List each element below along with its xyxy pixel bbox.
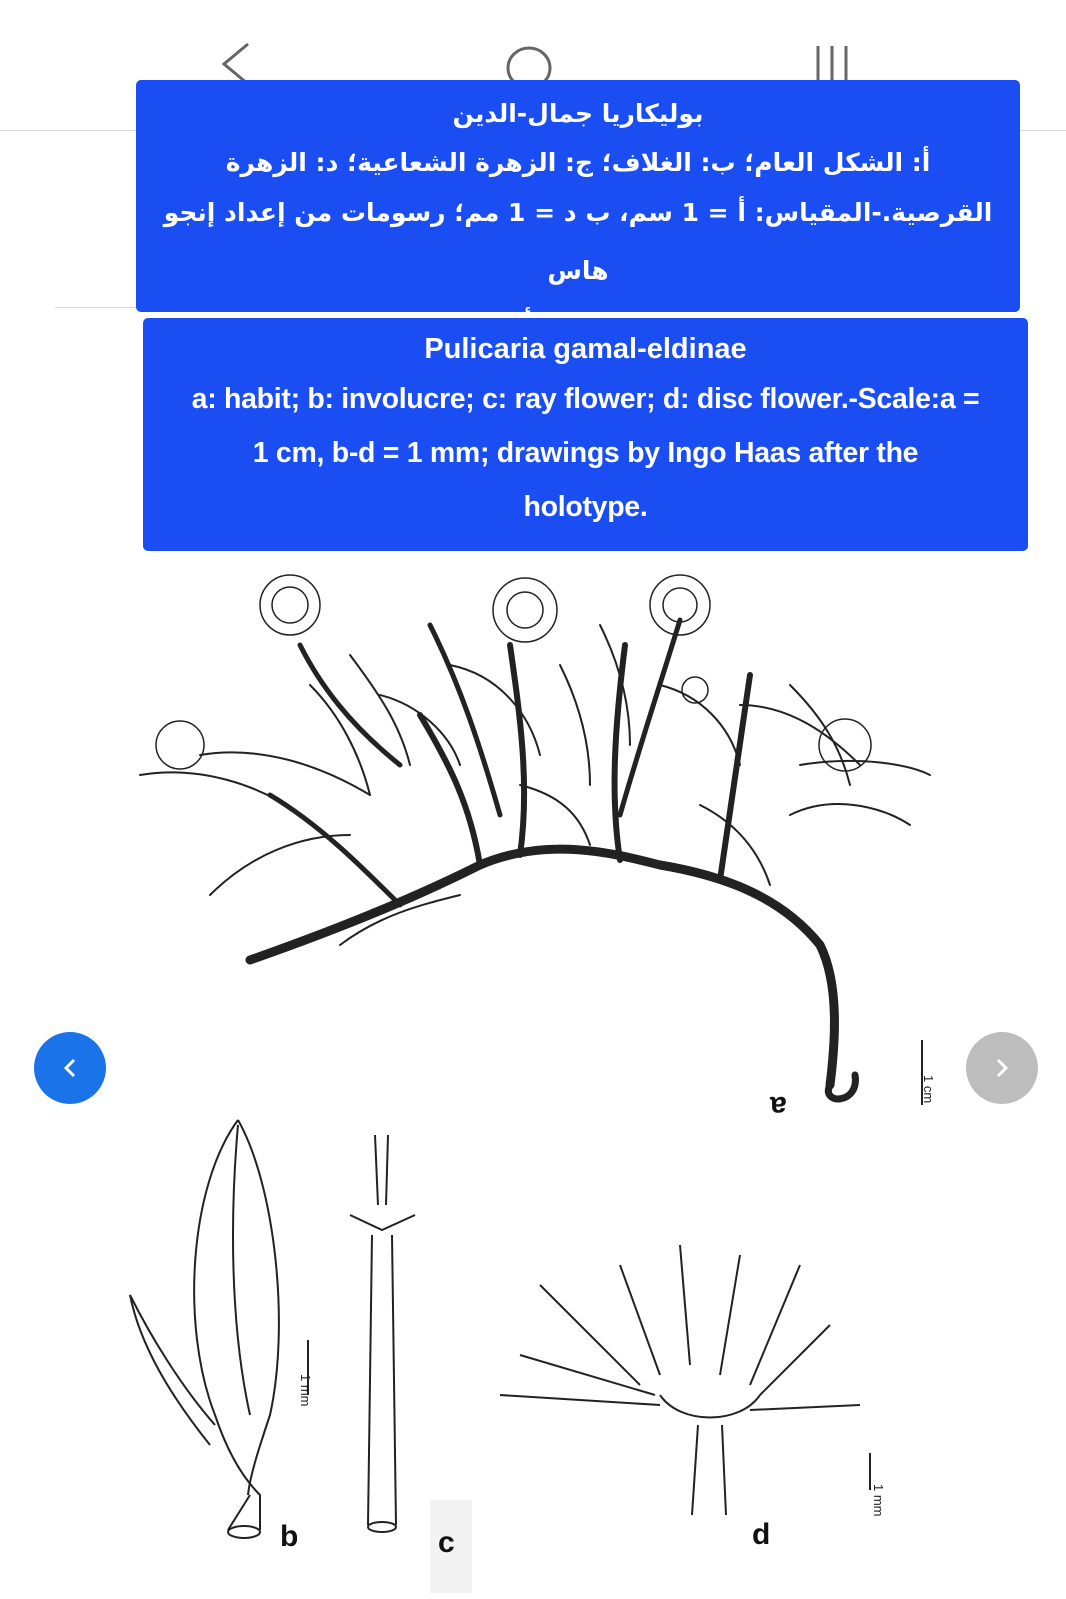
scale-label-d: 1 mm: [871, 1484, 886, 1517]
caption-english-line: holotype.: [523, 491, 648, 523]
section-divider: [55, 307, 140, 308]
caption-english-title: Pulicaria gamal-eldinae: [424, 333, 747, 365]
system-back-icon[interactable]: [218, 40, 258, 84]
botanical-illustration: [100, 565, 980, 1599]
next-button[interactable]: [966, 1032, 1038, 1104]
scale-label-b: 1 mm: [298, 1374, 313, 1407]
chevron-right-icon: [990, 1056, 1014, 1080]
caption-arabic-line: أ: الشكل العام؛ ب: الغلاف؛ ج: الزهرة الشعاعية؛ د: الزهرة: [225, 148, 931, 177]
figure-label-c: c: [438, 1526, 455, 1559]
previous-button[interactable]: [34, 1032, 106, 1104]
system-home-icon[interactable]: [505, 40, 553, 84]
chevron-left-icon: [58, 1056, 82, 1080]
caption-english-line: a: habit; b: involucre; c: ray flower; d: disc flower.-Scale:a =: [191, 383, 980, 415]
figure-label-d: d: [752, 1518, 771, 1551]
caption-arabic-line: القرصية.-المقياس: أ = 1 سم، ب د = 1 مم؛ رسومات من إعداد إنجو هاس: [163, 198, 993, 285]
caption-english-line: 1 cm, b-d = 1 mm; drawings by Ingo Haas after the: [252, 437, 919, 469]
caption-english: [143, 318, 1028, 551]
scale-label-a: 1 cm: [921, 1075, 936, 1104]
caption-arabic: [136, 80, 1020, 312]
figure-label-a: a: [770, 1090, 787, 1123]
caption-arabic-title: بوليكاريا جمال-الدين: [452, 99, 704, 128]
system-recents-icon[interactable]: [812, 40, 856, 84]
figure-label-b: b: [280, 1520, 299, 1553]
